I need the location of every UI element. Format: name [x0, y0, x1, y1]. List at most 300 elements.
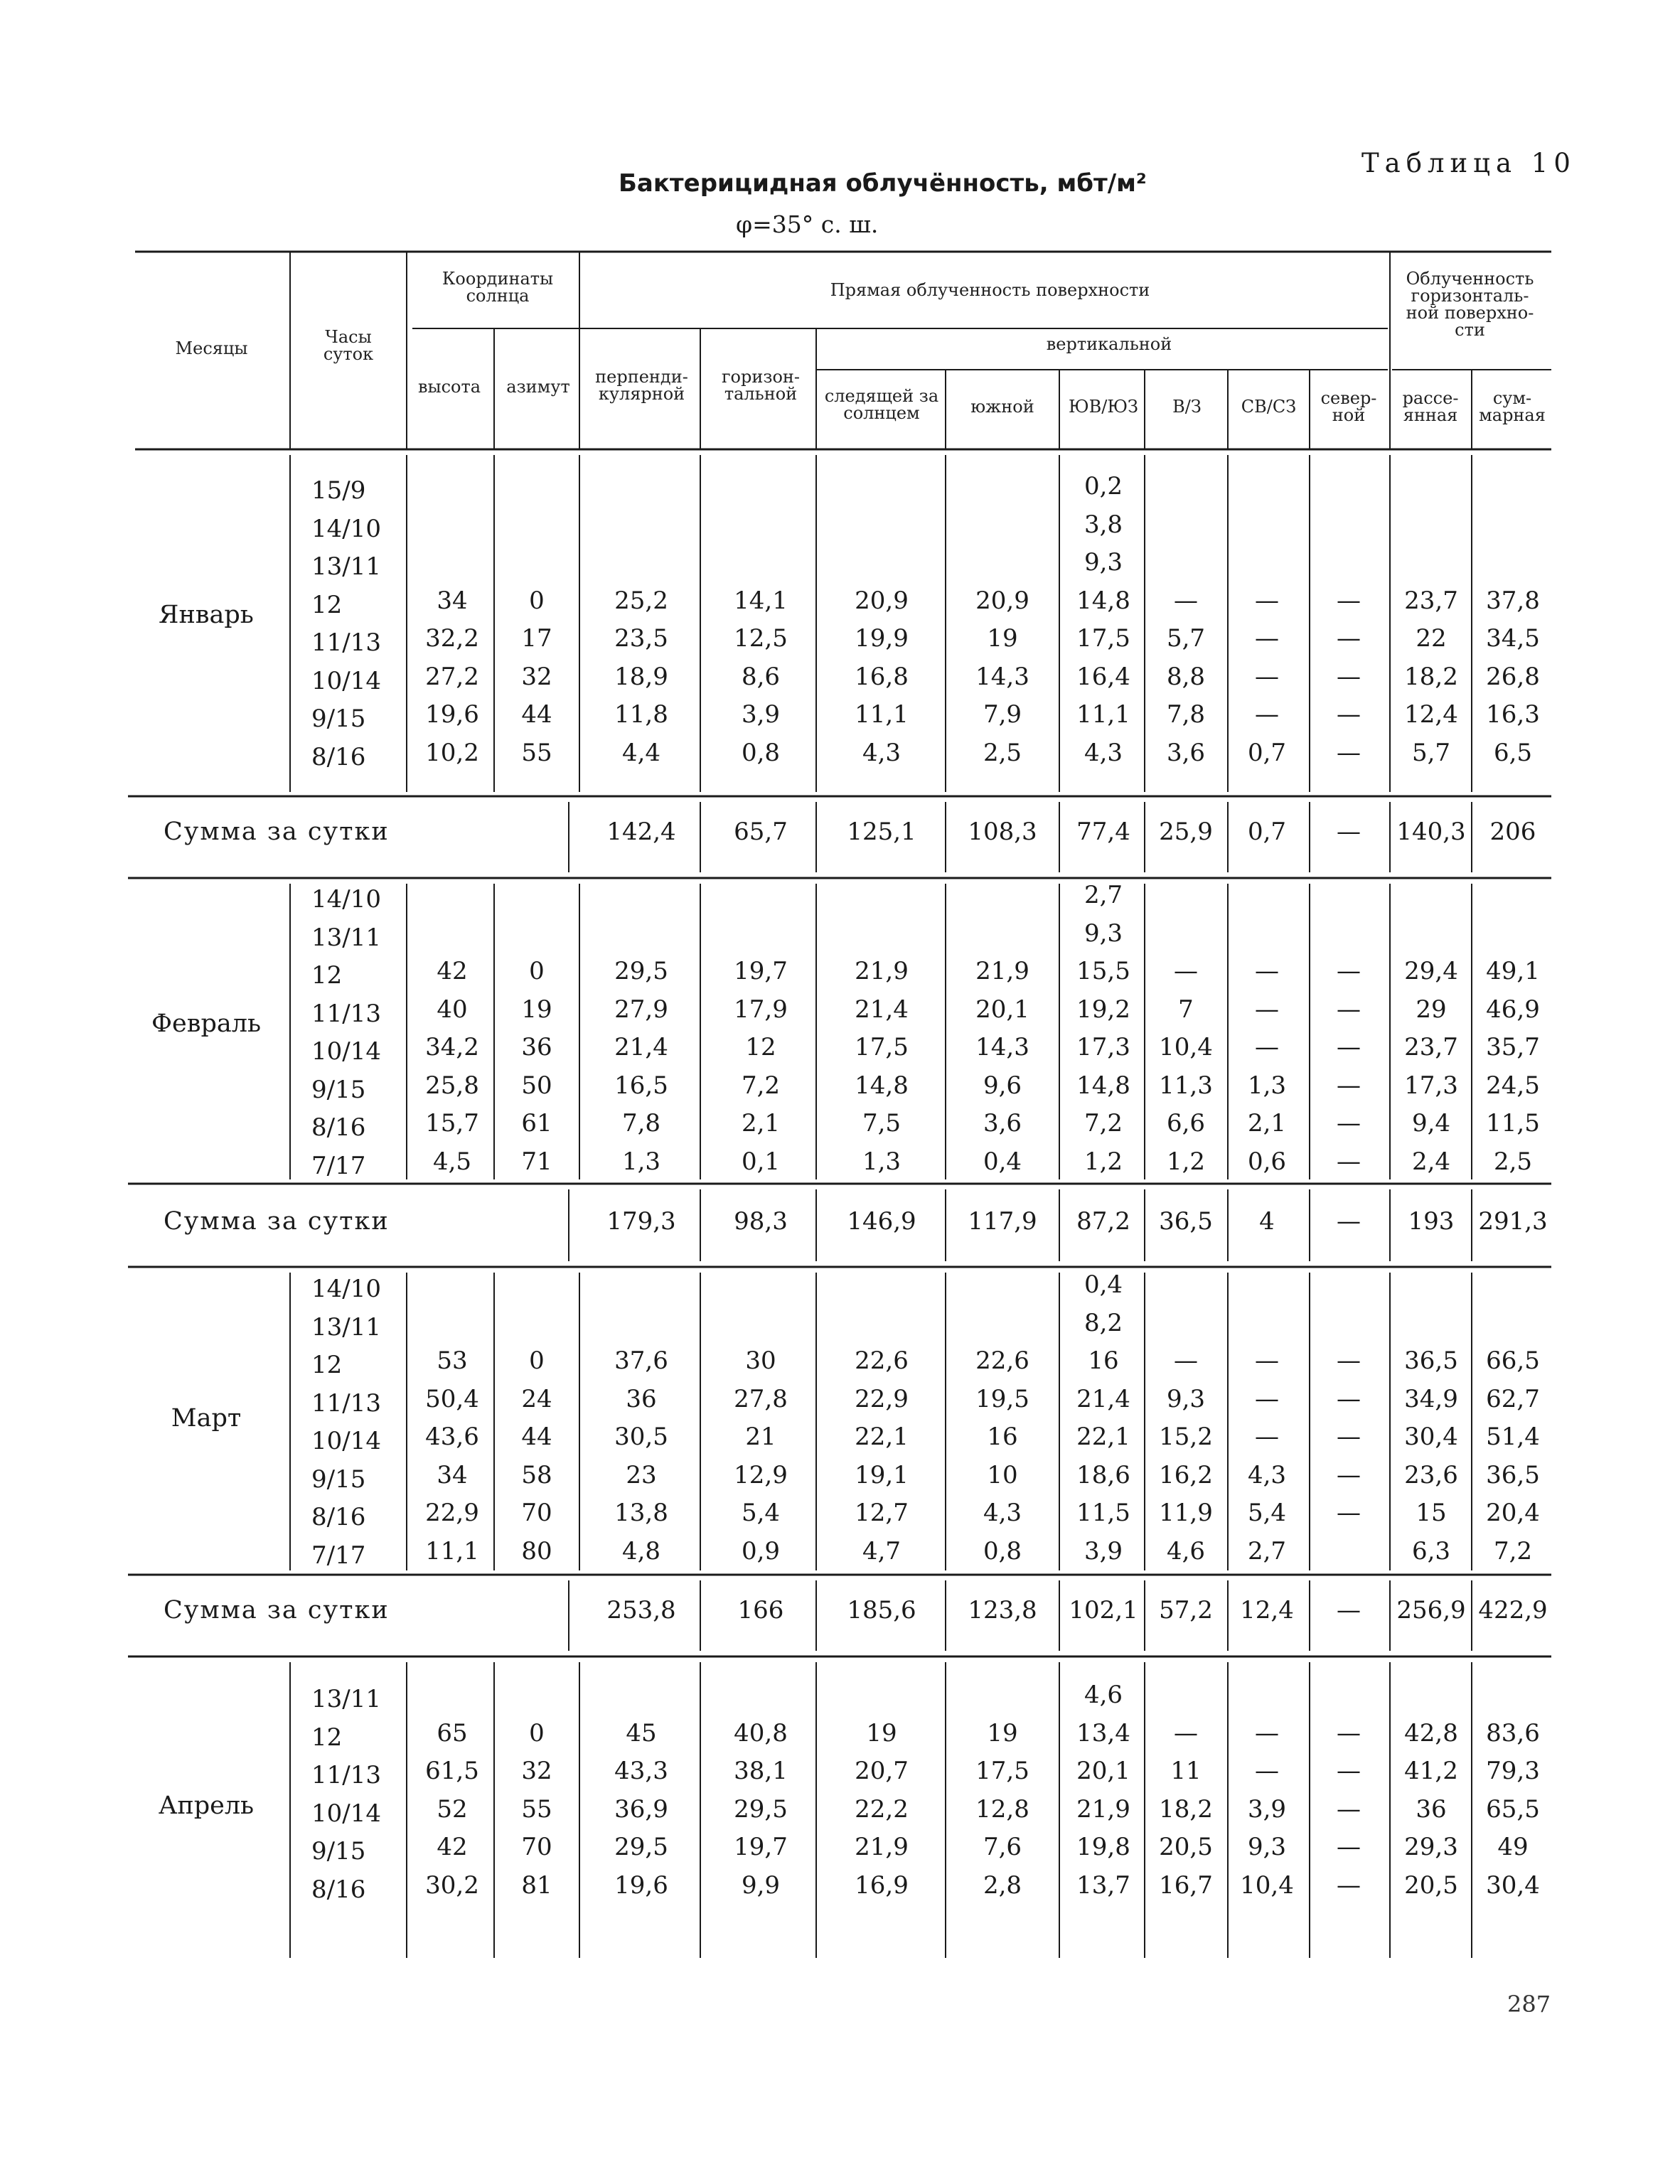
data-cell: 52 — [437, 1794, 468, 1824]
data-cell: 20,5 — [1159, 1833, 1213, 1861]
data-cell: 15,5 — [1076, 957, 1130, 985]
data-cell: 42 — [437, 957, 468, 985]
data-cell: 45 — [626, 1718, 657, 1747]
data-cell: — — [1174, 1718, 1198, 1747]
data-cell: — — [1337, 1347, 1361, 1375]
data-cell: — — [1255, 700, 1279, 729]
data-cell: 11,1 — [855, 700, 909, 729]
data-cell: 3,9 — [1084, 1536, 1123, 1565]
data-cell: 62,7 — [1486, 1384, 1540, 1413]
data-cell: 14,8 — [1076, 586, 1130, 615]
sum-cell: — — [1337, 818, 1361, 846]
data-cell: 14,1 — [734, 586, 788, 615]
data-cell: 12,4 — [1404, 700, 1458, 729]
data-cell: 11,9 — [1159, 1499, 1213, 1527]
header-se-sw: ЮВ/ЮЗ — [1069, 397, 1138, 417]
sum-cell: 256,9 — [1396, 1596, 1466, 1624]
data-cell: 29,5 — [734, 1794, 788, 1824]
data-cell: 22,6 — [855, 1347, 909, 1375]
sum-cell: 77,4 — [1076, 818, 1130, 846]
data-cell: 23 — [626, 1460, 657, 1489]
data-cell: 34 — [437, 1460, 468, 1489]
data-cell: 40 — [437, 995, 468, 1024]
data-cell: 7,6 — [983, 1833, 1022, 1861]
data-cell: 12,9 — [734, 1460, 788, 1489]
data-cell: 16,7 — [1159, 1870, 1213, 1900]
data-cell: 17 — [521, 624, 552, 653]
data-cell: 20,9 — [855, 586, 909, 615]
data-cell: 50 — [521, 1071, 552, 1100]
data-cell: 2,5 — [983, 738, 1022, 767]
data-cell: — — [1255, 957, 1279, 985]
hours-cell: 8/16 — [311, 1875, 366, 1904]
sum-cell: 146,9 — [847, 1207, 916, 1236]
header-e-w: В/З — [1172, 397, 1202, 417]
data-cell: 7,8 — [621, 1109, 661, 1138]
data-cell: 70 — [521, 1499, 552, 1527]
data-cell: 9,6 — [983, 1071, 1022, 1100]
data-cell: 20,9 — [975, 586, 1029, 615]
data-cell: 10 — [987, 1460, 1018, 1489]
data-cell: 36 — [626, 1384, 657, 1413]
data-cell: 65,5 — [1486, 1794, 1540, 1824]
sum-cell: 193 — [1408, 1207, 1455, 1236]
data-cell: 1,3 — [621, 1147, 661, 1176]
data-cell: 16,3 — [1486, 700, 1540, 729]
sum-cell: 87,2 — [1076, 1207, 1130, 1236]
data-cell: 2,4 — [1411, 1147, 1451, 1176]
data-cell: 17,5 — [975, 1757, 1029, 1785]
data-cell: 22,2 — [855, 1794, 909, 1824]
data-cell: 16,8 — [855, 662, 909, 691]
data-cell: 7,5 — [862, 1109, 901, 1138]
data-cell: 10,4 — [1159, 1033, 1213, 1061]
data-cell: 24,5 — [1486, 1071, 1540, 1100]
data-cell: 8,6 — [741, 662, 781, 691]
data-cell: 81 — [521, 1870, 552, 1900]
data-cell: 32 — [521, 662, 552, 691]
data-cell: 21,4 — [1076, 1384, 1130, 1413]
data-cell: 42 — [437, 1833, 468, 1861]
data-cell: 22,1 — [855, 1423, 909, 1451]
data-cell: 25,8 — [425, 1071, 479, 1100]
data-cell: 11,5 — [1076, 1499, 1130, 1527]
data-cell: 36 — [1416, 1794, 1447, 1824]
sum-cell: 206 — [1489, 818, 1536, 846]
data-cell: 10,2 — [425, 738, 479, 767]
data-cell: 16 — [987, 1423, 1018, 1451]
data-cell: 9,3 — [1084, 919, 1123, 948]
data-cell: 2,7 — [1084, 881, 1123, 909]
sum-cell: 166 — [737, 1596, 784, 1624]
data-cell: 11,1 — [1076, 700, 1130, 729]
data-cell: 4,4 — [621, 738, 661, 767]
data-cell: 32 — [521, 1757, 552, 1785]
data-cell: 19 — [987, 1718, 1018, 1747]
data-cell: 2,8 — [983, 1870, 1022, 1900]
sum-cell: 123,8 — [968, 1596, 1037, 1624]
data-cell: 1,2 — [1084, 1147, 1123, 1176]
data-cell: 80 — [521, 1536, 552, 1565]
data-cell: 21,9 — [1076, 1794, 1130, 1824]
data-cell: 24 — [521, 1384, 552, 1413]
data-cell: 20,1 — [975, 995, 1029, 1024]
hours-cell: 7/17 — [311, 1151, 366, 1180]
data-cell: 30 — [745, 1347, 776, 1375]
hours-cell: 11/13 — [311, 1761, 381, 1789]
data-cell: — — [1255, 1033, 1279, 1061]
data-cell: 0 — [529, 1718, 545, 1747]
data-cell: 22,9 — [425, 1499, 479, 1527]
hours-cell: 12 — [311, 1351, 343, 1379]
data-cell: 65 — [437, 1718, 468, 1747]
hours-cell: 8/16 — [311, 1503, 366, 1531]
data-cell: — — [1337, 700, 1361, 729]
data-cell: 15 — [1416, 1499, 1447, 1527]
data-cell: 34,5 — [1486, 624, 1540, 653]
data-cell: 18,6 — [1076, 1460, 1130, 1489]
data-cell: — — [1255, 995, 1279, 1024]
data-cell: 19,5 — [975, 1384, 1029, 1413]
data-cell: 37,8 — [1486, 586, 1540, 615]
hours-cell: 9/15 — [311, 1837, 366, 1866]
data-cell: 16,5 — [614, 1071, 668, 1100]
data-cell: 79,3 — [1486, 1757, 1540, 1785]
header-azimuth: азимут — [506, 377, 570, 397]
data-cell: 5,4 — [1247, 1499, 1287, 1527]
data-cell: 19 — [521, 995, 552, 1024]
data-cell: 21,9 — [855, 957, 909, 985]
sum-cell: 185,6 — [847, 1596, 916, 1624]
data-cell: 23,7 — [1404, 586, 1458, 615]
data-cell: 29,3 — [1404, 1833, 1458, 1861]
data-cell: 37,6 — [614, 1347, 668, 1375]
data-cell: 18,9 — [614, 662, 668, 691]
data-cell: 2,5 — [1493, 1147, 1533, 1176]
data-cell: 9,3 — [1084, 548, 1123, 577]
data-cell: 0,8 — [741, 738, 781, 767]
data-cell: 53 — [437, 1347, 468, 1375]
data-cell: 6,6 — [1166, 1109, 1206, 1138]
data-cell: 21 — [745, 1423, 776, 1451]
data-cell: 7,8 — [1166, 700, 1206, 729]
data-cell: 0 — [529, 586, 545, 615]
data-cell: 34,9 — [1404, 1384, 1458, 1413]
data-cell: 41,2 — [1404, 1757, 1458, 1785]
data-cell: 20,7 — [855, 1757, 909, 1785]
month-name: Апрель — [158, 1792, 255, 1820]
data-cell: 22,6 — [975, 1347, 1029, 1375]
data-cell: — — [1337, 1033, 1361, 1061]
data-cell: — — [1337, 1833, 1361, 1861]
data-cell: 9,4 — [1411, 1109, 1451, 1138]
data-cell: — — [1255, 662, 1279, 691]
data-cell: 11,1 — [425, 1536, 479, 1565]
hours-cell: 9/15 — [311, 705, 366, 733]
hours-cell: 13/11 — [311, 1312, 381, 1342]
data-cell: — — [1337, 1794, 1361, 1824]
data-cell: 16,2 — [1159, 1460, 1213, 1489]
sum-cell: 140,3 — [1396, 818, 1466, 846]
data-cell: 29 — [1416, 995, 1447, 1024]
data-cell: 36,9 — [614, 1794, 668, 1824]
data-cell: 23,7 — [1404, 1033, 1458, 1061]
data-cell: 55 — [521, 1794, 552, 1824]
data-cell: 4,7 — [862, 1536, 901, 1565]
header-perpendicular: перпенди- кулярной — [595, 367, 688, 404]
data-cell: 19,2 — [1076, 995, 1130, 1024]
data-cell: 0,4 — [1084, 1270, 1123, 1299]
data-cell: 11,8 — [614, 700, 668, 729]
data-cell: 43,3 — [614, 1757, 668, 1785]
data-cell: 13,4 — [1076, 1718, 1130, 1747]
data-cell: 70 — [521, 1833, 552, 1861]
sum-cell: 291,3 — [1478, 1207, 1548, 1236]
data-cell: 0 — [529, 957, 545, 985]
data-cell: 4,6 — [1166, 1536, 1206, 1565]
data-cell: — — [1174, 957, 1198, 985]
data-cell: 0 — [529, 1347, 545, 1375]
data-cell: — — [1255, 1718, 1279, 1747]
data-cell: 10,4 — [1240, 1870, 1294, 1900]
data-cell: — — [1255, 1347, 1279, 1375]
sum-cell: 422,9 — [1478, 1596, 1548, 1624]
data-cell: — — [1255, 1423, 1279, 1451]
data-cell: 2,1 — [1247, 1109, 1287, 1138]
data-cell: 2,1 — [741, 1109, 781, 1138]
data-cell: 16,9 — [855, 1870, 909, 1900]
data-cell: — — [1174, 1347, 1198, 1375]
hours-cell: 12 — [311, 961, 343, 990]
data-cell: 35,7 — [1486, 1033, 1540, 1061]
data-cell: 9,9 — [741, 1870, 781, 1900]
data-cell: 0,6 — [1247, 1147, 1287, 1176]
table-number: Таблица 10 — [1361, 148, 1576, 178]
data-cell: 46,9 — [1486, 995, 1540, 1024]
hours-cell: 8/16 — [311, 742, 366, 771]
sum-cell: — — [1337, 1207, 1361, 1236]
data-cell: 13,7 — [1076, 1870, 1130, 1900]
hours-cell: 13/11 — [311, 923, 381, 952]
data-cell: 18,2 — [1404, 662, 1458, 691]
data-cell: 61 — [521, 1109, 552, 1138]
data-cell: 21,4 — [614, 1033, 668, 1061]
data-cell: 21,9 — [855, 1833, 909, 1861]
data-cell: 43,6 — [425, 1423, 479, 1451]
data-cell: 4,3 — [1247, 1460, 1287, 1489]
data-cell: 19,7 — [734, 1833, 788, 1861]
data-cell: — — [1337, 995, 1361, 1024]
data-cell: 55 — [521, 738, 552, 767]
data-cell: 4,3 — [1084, 738, 1123, 767]
sum-cell: 0,7 — [1247, 818, 1287, 846]
data-cell: 4,8 — [621, 1536, 661, 1565]
data-cell: — — [1337, 1423, 1361, 1451]
data-cell: 6,3 — [1411, 1536, 1451, 1565]
sum-cell: 108,3 — [968, 818, 1037, 846]
data-cell: 34 — [437, 586, 468, 615]
data-cell: 19 — [866, 1718, 897, 1747]
data-cell: 3,6 — [1166, 738, 1206, 767]
data-cell: — — [1337, 1757, 1361, 1785]
data-cell: 17,5 — [1076, 624, 1130, 653]
hours-cell: 10/14 — [311, 1037, 381, 1066]
data-cell: 12,5 — [734, 624, 788, 653]
month-name: Январь — [159, 601, 254, 629]
data-cell: 12 — [745, 1033, 776, 1061]
data-cell: 36,5 — [1486, 1460, 1540, 1489]
data-cell: 51,4 — [1486, 1423, 1540, 1451]
table-title: Бактерицидная облучённость, мбт/м² — [619, 169, 1147, 198]
data-cell: 7,2 — [741, 1071, 781, 1100]
data-cell: 44 — [521, 1423, 552, 1451]
data-cell: 4,6 — [1084, 1681, 1123, 1709]
sum-cell: 4 — [1259, 1207, 1275, 1236]
data-cell: 7,2 — [1493, 1536, 1533, 1565]
data-cell: 36,5 — [1404, 1347, 1458, 1375]
data-cell: 0,9 — [741, 1536, 781, 1565]
data-cell: 42,8 — [1404, 1718, 1458, 1747]
data-cell: — — [1255, 1757, 1279, 1785]
page-number: 287 — [1507, 1991, 1551, 2018]
hours-cell: 10/14 — [311, 1427, 381, 1455]
data-cell: 21,9 — [975, 957, 1029, 985]
data-cell: 23,6 — [1404, 1460, 1458, 1489]
data-cell: 30,2 — [425, 1870, 479, 1900]
hours-cell: 9/15 — [311, 1465, 366, 1494]
data-cell: — — [1337, 586, 1361, 615]
sum-cell: 142,4 — [606, 818, 676, 846]
data-cell: 49,1 — [1486, 957, 1540, 985]
data-cell: 6,5 — [1493, 738, 1533, 767]
data-cell: 11,3 — [1159, 1071, 1213, 1100]
data-cell: 11,5 — [1486, 1109, 1540, 1138]
sum-cell: — — [1337, 1596, 1361, 1624]
data-cell: 4,5 — [432, 1147, 472, 1176]
data-cell: — — [1337, 1718, 1361, 1747]
data-cell: 22 — [1416, 624, 1447, 653]
hours-cell: 7/17 — [311, 1541, 366, 1570]
data-cell: 17,3 — [1076, 1033, 1130, 1061]
header-diffuse: рассе- янная — [1402, 388, 1459, 425]
data-cell: 19,8 — [1076, 1833, 1130, 1861]
data-cell: 13,8 — [614, 1499, 668, 1527]
hours-cell: 11/13 — [311, 999, 381, 1028]
data-cell: — — [1337, 738, 1361, 767]
header-hours: Часы суток — [323, 327, 374, 364]
data-cell: 1,2 — [1166, 1147, 1206, 1176]
data-cell: 7 — [1178, 995, 1194, 1024]
sum-label: Сумма за сутки — [164, 1207, 390, 1236]
data-cell: 0,7 — [1247, 738, 1287, 767]
data-cell: 9,3 — [1247, 1833, 1287, 1861]
header-north: север- ной — [1320, 388, 1377, 425]
data-cell: 11 — [1170, 1757, 1202, 1785]
header-height: высота — [417, 377, 481, 397]
data-cell: 27,9 — [614, 995, 668, 1024]
data-cell: — — [1337, 1870, 1361, 1900]
data-cell: 27,2 — [425, 662, 479, 691]
hours-cell: 12 — [311, 590, 343, 619]
table-subtitle: φ=35° с. ш. — [736, 210, 879, 238]
hours-cell: 12 — [311, 1723, 343, 1752]
header-horiz-irradiance: Облученность горизонталь- ной поверхно- сти — [1406, 269, 1534, 340]
data-cell: 16,4 — [1076, 662, 1130, 691]
data-cell: 14,8 — [1076, 1071, 1130, 1100]
data-cell: 12,8 — [975, 1794, 1029, 1824]
data-cell: 19,1 — [855, 1460, 909, 1489]
sum-cell: 98,3 — [734, 1207, 788, 1236]
sum-cell: 102,1 — [1069, 1596, 1138, 1624]
data-cell: 61,5 — [425, 1757, 479, 1785]
sum-cell: 125,1 — [847, 818, 916, 846]
data-cell: — — [1337, 1460, 1361, 1489]
header-vertical: вертикальной — [1046, 334, 1172, 354]
sum-cell: 179,3 — [606, 1207, 676, 1236]
hours-cell: 8/16 — [311, 1113, 366, 1142]
data-cell: — — [1255, 1384, 1279, 1413]
sum-cell: 36,5 — [1159, 1207, 1213, 1236]
month-name: Февраль — [151, 1010, 262, 1038]
data-cell: 12,7 — [855, 1499, 909, 1527]
data-cell: — — [1337, 1071, 1361, 1100]
sum-cell: 117,9 — [968, 1207, 1037, 1236]
data-cell: 20,4 — [1486, 1499, 1540, 1527]
data-cell: 19,7 — [734, 957, 788, 985]
data-cell: 29,5 — [614, 1833, 668, 1861]
data-cell: 0,4 — [983, 1147, 1022, 1176]
sum-label: Сумма за сутки — [164, 1596, 390, 1624]
data-cell: — — [1337, 1109, 1361, 1138]
data-cell: 14,3 — [975, 1033, 1029, 1061]
data-cell: 29,5 — [614, 957, 668, 985]
header-horizontal: горизон- тальной — [721, 367, 801, 404]
data-cell: 23,5 — [614, 624, 668, 653]
hours-cell: 13/11 — [311, 552, 381, 581]
data-cell: 34,2 — [425, 1033, 479, 1061]
data-cell: 3,9 — [1247, 1794, 1287, 1824]
data-cell: 1,3 — [1247, 1071, 1287, 1100]
data-cell: 29,4 — [1404, 957, 1458, 985]
header-south: южной — [970, 397, 1034, 417]
hours-cell: 15/9 — [311, 476, 366, 505]
data-cell: 38,1 — [734, 1757, 788, 1785]
data-cell: — — [1337, 1384, 1361, 1413]
data-cell: 5,7 — [1411, 738, 1451, 767]
header-total: сум- марная — [1479, 388, 1546, 425]
data-cell: 30,4 — [1486, 1870, 1540, 1900]
hours-cell: 14/10 — [311, 1275, 381, 1303]
data-cell: 22,9 — [855, 1384, 909, 1413]
data-cell: 2,7 — [1247, 1536, 1287, 1565]
data-cell: 20,1 — [1076, 1757, 1130, 1785]
data-cell: 25,2 — [614, 586, 668, 615]
data-cell: 7,2 — [1084, 1109, 1123, 1138]
data-cell: 30,4 — [1404, 1423, 1458, 1451]
data-cell: 66,5 — [1486, 1347, 1540, 1375]
data-cell: 19,6 — [614, 1870, 668, 1900]
data-cell: 58 — [521, 1460, 552, 1489]
data-cell: 1,3 — [862, 1147, 901, 1176]
hours-cell: 9/15 — [311, 1075, 366, 1104]
data-cell: — — [1255, 624, 1279, 653]
data-cell: 17,3 — [1404, 1071, 1458, 1100]
data-cell: 22,1 — [1076, 1423, 1130, 1451]
hours-cell: 13/11 — [311, 1685, 381, 1713]
data-cell: 17,9 — [734, 995, 788, 1024]
month-name: Март — [171, 1404, 242, 1433]
hours-cell: 10/14 — [311, 666, 381, 695]
